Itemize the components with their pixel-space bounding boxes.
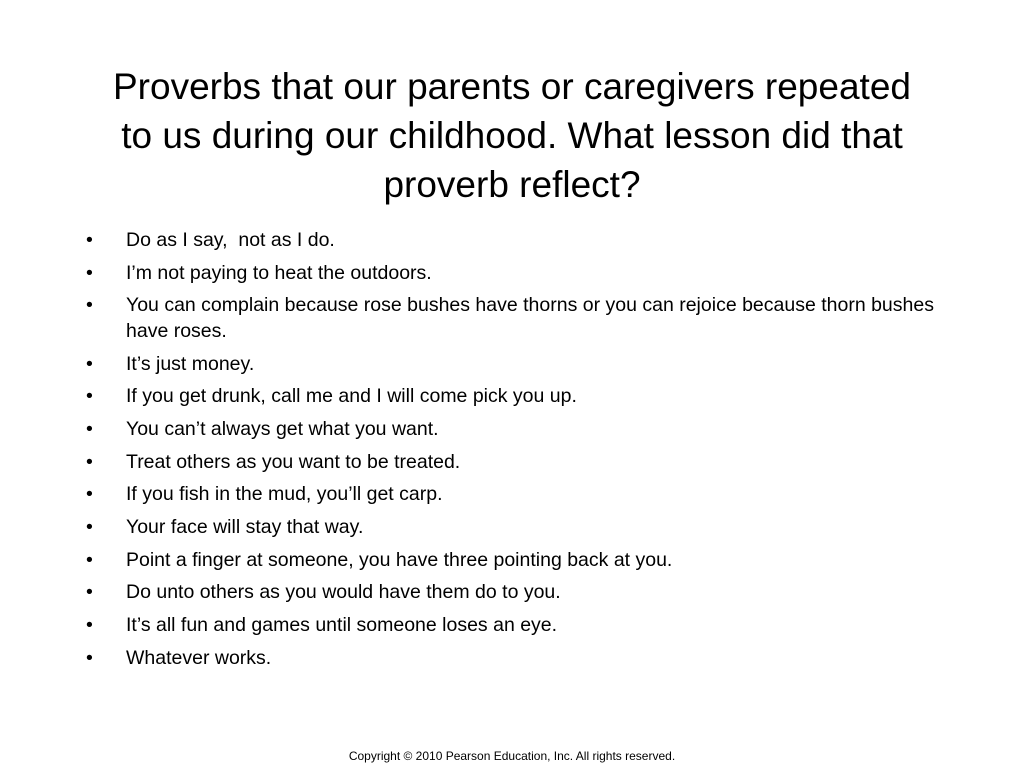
list-item-text: It’s just money. [126,352,255,375]
list-item-text: If you get drunk, call me and I will come pick you up. [126,385,577,408]
proverb-list [84,228,954,678]
copyright-footer: Copyright © 2010 Pearson Education, Inc. All rights reserved. [348,749,676,763]
list-item [84,515,954,541]
list-item-text: Do as I say, not as I do. [126,229,335,251]
bullet-icon: • [86,261,93,284]
bullet-icon: • [86,417,93,440]
list-item [84,450,954,476]
list-item-text: Treat others as you want to be treated. [126,450,461,473]
list-item-text: It’s all fun and games until someone loses an eye. [126,614,558,637]
bullet-icon: • [86,646,93,669]
list-item-text: Do unto others as you would have them do to you. [126,581,561,604]
list-item-text: Whatever works. [126,646,272,669]
list-item [84,384,954,410]
bullet-icon: • [86,450,93,473]
bullet-icon: • [86,483,93,506]
bullet-icon: • [86,581,93,604]
bullet-icon: • [86,294,93,317]
bullet-icon: • [86,614,93,637]
list-item [84,417,954,443]
list-item-text: Point a finger at someone, you have three pointing back at you. [126,548,673,571]
bullet-icon: • [86,516,93,538]
list-item-text: If you fish in the mud, you’ll get carp. [126,483,443,506]
slide-title: Proverbs that our parents or caregivers repeated to us during our childhood. What lesson did that proverb reflect? [113,66,911,205]
list-item-text: I’m not paying to heat the outdoors. [126,261,432,284]
bullet-icon: • [86,548,93,571]
list-item [84,580,954,606]
bullet-icon: • [86,385,93,408]
bullet-icon: • [86,229,93,251]
list-item-text: You can complain because rose bushes have thorns or you can rejoice because thorn bushes have roses. [126,294,940,342]
list-item-text: Your face will stay that way. [126,516,364,538]
list-item [84,261,954,287]
list-item [84,228,954,254]
list-item [84,646,954,672]
list-item-text: You can’t always get what you want. [126,417,439,440]
list-item [84,482,954,508]
list-item [84,293,954,344]
list-item [84,352,954,378]
list-item [84,613,954,639]
list-item [84,548,954,574]
bullet-icon: • [86,352,93,375]
